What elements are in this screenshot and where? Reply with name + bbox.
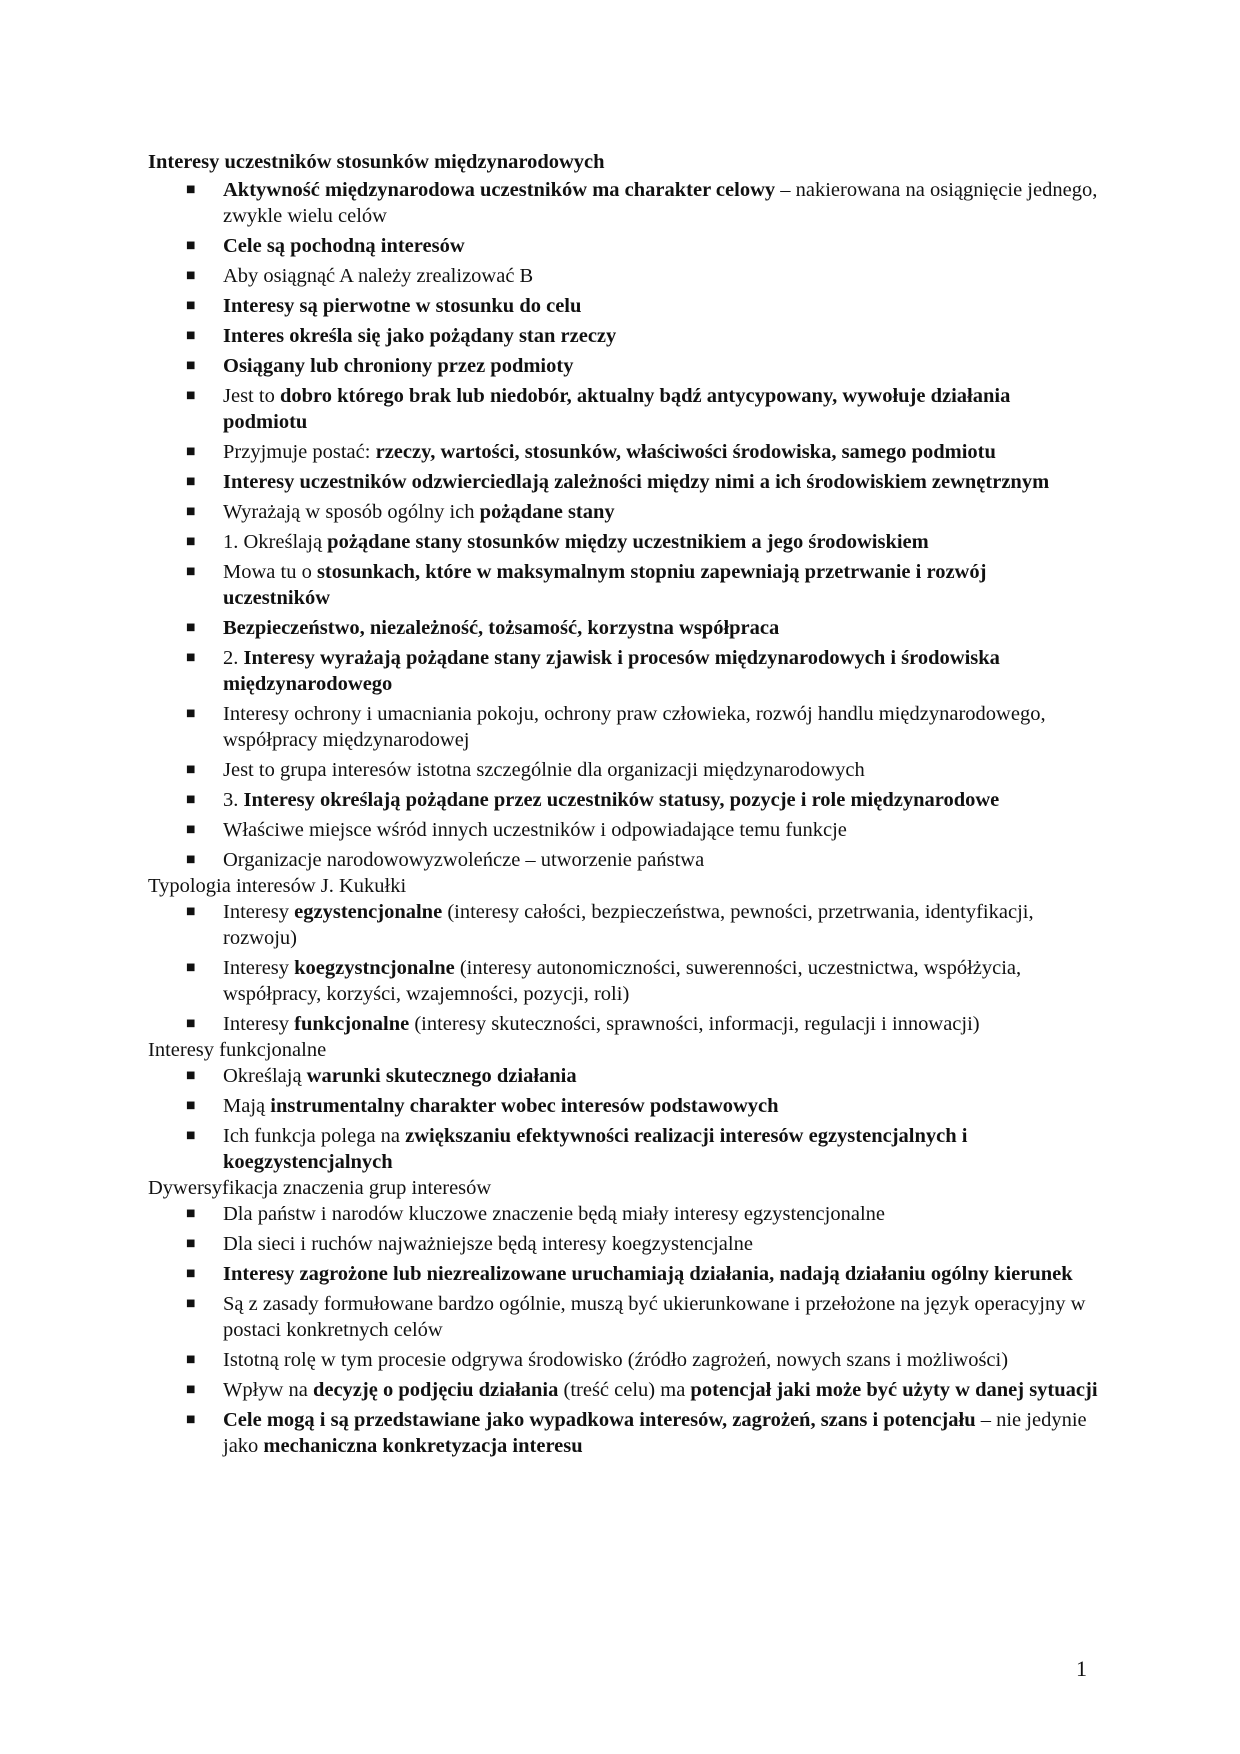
bold-text: warunki skutecznego działania [306, 1065, 577, 1087]
text: Właściwe miejsce wśród innych uczestników i odpowiadające temu funkcje [223, 819, 847, 841]
list-item [148, 1063, 1098, 1089]
text: Są z zasady formułowane bardzo ogólnie, muszą być ukierunkowane i przełożone na język operacyjny w postaci konkretnych celów [223, 1293, 1086, 1341]
bold-text: koegzystncjonalne [294, 957, 455, 979]
list-item [148, 263, 1098, 289]
list-item [148, 757, 1098, 783]
bold-text: Aktywność międzynarodowa uczestników ma charakter celowy [223, 179, 776, 201]
list-item [148, 1201, 1098, 1227]
text: Dla państw i narodów kluczowe znaczenie będą miały interesy egzystencjonalne [223, 1203, 885, 1225]
bold-text: egzystencjonalne [294, 901, 443, 923]
text: Wyrażają w sposób ogólny ich [223, 501, 480, 523]
list-item [148, 847, 1098, 873]
bullet-list [148, 177, 1098, 873]
list-item [148, 499, 1098, 525]
list-item [148, 787, 1098, 813]
text: (interesy całości, bezpieczeństwa, pewności, przetrwania, identyfikacji, rozwoju) [223, 901, 1034, 949]
text: Interesy ochrony i umacniania pokoju, ochrony praw człowieka, rozwój handlu międzynarodowego, współpracy międzynarodowej [223, 703, 1046, 751]
section-heading: Interesy uczestników stosunków międzynarodowych [148, 151, 605, 173]
section-typologia-interesow [148, 873, 1098, 1037]
list-item [148, 701, 1098, 753]
bold-text: Interesy są pierwotne w stosunku do celu [223, 295, 582, 317]
text: Interesy [223, 957, 295, 979]
text: Aby osiągnąć A należy zrealizować B [223, 265, 534, 287]
bullet-list [148, 1063, 1098, 1175]
bold-text: zwiększaniu efektywności realizacji interesów egzystencjalnych i koegzystencjalnych [223, 1125, 968, 1173]
text: Interesy [223, 1013, 295, 1035]
bold-text: stosunkach, które w maksymalnym stopniu zapewniają przetrwanie i rozwój uczestników [223, 561, 987, 609]
bold-text: rzeczy, wartości, stosunków, właściwości środowiska, samego podmiotu [375, 441, 996, 463]
list-item [148, 1407, 1098, 1459]
bold-text: Osiągany lub chroniony przez podmioty [223, 355, 574, 377]
text: Przyjmuje postać: [223, 441, 376, 463]
section-interesy-funkcjonalne [148, 1037, 1098, 1175]
list-item [148, 323, 1098, 349]
text: 3. [223, 789, 244, 811]
list-item [148, 1123, 1098, 1175]
bold-text: mechaniczna konkretyzacja interesu [263, 1435, 583, 1457]
bold-text: Interesy zagrożone lub niezrealizowane uruchamiają działania, nadają działaniu ogólny kierunek [223, 1263, 1073, 1285]
section-heading: Interesy funkcjonalne [148, 1039, 327, 1061]
text: Organizacje narodowowyzwoleńcze – utworzenie państwa [223, 849, 705, 871]
bold-text: Interes określa się jako pożądany stan rzeczy [223, 325, 617, 347]
text: – nie jedynie jako [223, 1409, 1087, 1457]
bullet-list [148, 1201, 1098, 1459]
list-item [148, 383, 1098, 435]
section-dywersyfikacja [148, 1175, 1098, 1459]
text: (interesy autonomiczności, suwerenności, uczestnictwa, współżycia, współpracy, korzyści, wzajemności, pozycji, roli) [223, 957, 1022, 1005]
text: Jest to grupa interesów istotna szczególnie dla organizacji międzynarodowych [223, 759, 865, 781]
bold-text: Interesy uczestników odzwierciedlają zależności między nimi a ich środowiskiem zewnętrznym [223, 471, 1050, 493]
bold-text: funkcjonalne [294, 1013, 410, 1035]
bold-text: Bezpieczeństwo, niezależność, tożsamość, korzystna współpraca [223, 617, 780, 639]
text: 2. [223, 647, 244, 669]
list-item [148, 1261, 1098, 1287]
text: Jest to [223, 385, 280, 407]
text: Ich funkcja polega na [223, 1125, 406, 1147]
list-item [148, 469, 1098, 495]
list-item [148, 353, 1098, 379]
text: Wpływ na [223, 1379, 313, 1401]
text: (interesy skuteczności, sprawności, informacji, regulacji i innowacji) [409, 1013, 980, 1035]
bold-text: pożądane stany stosunków między uczestnikiem a jego środowiskiem [327, 531, 929, 553]
list-item [148, 645, 1098, 697]
page-number: 1 [1076, 1656, 1087, 1681]
text: Interesy [223, 901, 295, 923]
bold-text: decyzję o podjęciu działania [312, 1379, 559, 1401]
list-item [148, 817, 1098, 843]
text: Mowa tu o [223, 561, 317, 583]
list-item [148, 615, 1098, 641]
list-item [148, 293, 1098, 319]
list-item [148, 1011, 1098, 1037]
text: – nakierowana na osiągnięcie jednego, zwykle wielu celów [223, 179, 1098, 227]
list-item [148, 1347, 1098, 1373]
list-item [148, 233, 1098, 259]
list-item [148, 1291, 1098, 1343]
section-heading: Typologia interesów J. Kukułki [148, 875, 407, 897]
section-interesy-uczestnikow [148, 149, 1098, 873]
text: Istotną rolę w tym procesie odgrywa środowisko (źródło zagrożeń, nowych szans i możliwości) [223, 1349, 1009, 1371]
bold-text: dobro którego brak lub niedobór, aktualny bądź antycypowany, wywołuje działania podmiotu [223, 385, 1011, 433]
text: 1. Określają [223, 531, 328, 553]
bold-text: Interesy wyrażają pożądane stany zjawisk i procesów międzynarodowych i środowiska międzynarodowego [223, 647, 1000, 695]
text: Dla sieci i ruchów najważniejsze będą interesy koegzystencjalne [223, 1233, 753, 1255]
bold-text: Cele mogą i są przedstawiane jako wypadkowa interesów, zagrożeń, szans i potencjału [223, 1409, 976, 1431]
list-item [148, 439, 1098, 465]
list-item [148, 1231, 1098, 1257]
list-item [148, 1093, 1098, 1119]
list-item [148, 559, 1098, 611]
section-heading: Dywersyfikacja znaczenia grup interesów [148, 1177, 492, 1199]
list-item [148, 177, 1098, 229]
list-item [148, 529, 1098, 555]
list-item [148, 955, 1098, 1007]
bold-text: potencjał jaki może być użyty w danej sytuacji [690, 1379, 1098, 1401]
list-item [148, 1377, 1098, 1403]
document-body [148, 149, 1098, 1459]
list-item [148, 899, 1098, 951]
bullet-list [148, 899, 1098, 1037]
bold-text: Cele są pochodną interesów [223, 235, 465, 257]
text: Określają [223, 1065, 307, 1087]
text: (treść celu) ma [558, 1379, 691, 1401]
text: Mają [223, 1095, 271, 1117]
bold-text: Interesy określają pożądane przez uczestników statusy, pozycje i role międzynarodowe [243, 789, 1000, 811]
bold-text: instrumentalny charakter wobec interesów podstawowych [270, 1095, 779, 1117]
bold-text: pożądane stany [479, 501, 615, 523]
